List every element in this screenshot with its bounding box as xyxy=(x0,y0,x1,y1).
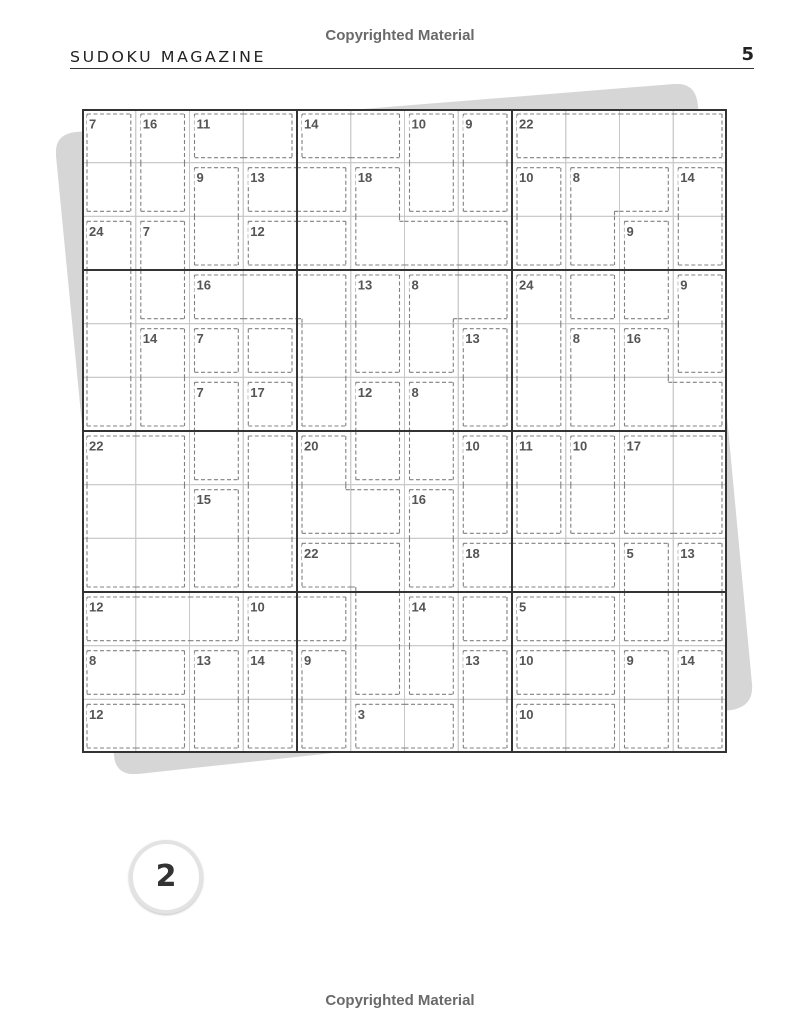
cage-sum-label: 9 xyxy=(626,653,634,669)
cage-sum-label: 16 xyxy=(626,331,641,347)
magazine-title: SUDOKU MAGAZINE xyxy=(70,48,267,66)
page-number: 5 xyxy=(741,44,754,65)
cage-sum-label: 8 xyxy=(411,384,419,400)
cage-sum-label: 14 xyxy=(680,653,695,669)
killer-sudoku-grid xyxy=(82,109,727,753)
cage-sum-label: 15 xyxy=(196,492,211,508)
copyright-notice-bottom: Copyrighted Material xyxy=(325,992,475,1009)
cage-sum-label: 13 xyxy=(680,545,695,561)
cage-sum-label: 14 xyxy=(304,116,319,132)
cage-sum-label: 10 xyxy=(411,116,426,132)
cage-sum-label: 17 xyxy=(626,438,641,454)
cage-sum-label: 3 xyxy=(357,706,365,722)
cage-sum-label: 8 xyxy=(572,331,580,347)
cage-sum-label: 14 xyxy=(411,599,426,615)
puzzle-number-badge xyxy=(129,840,203,914)
copyright-notice-top: Copyrighted Material xyxy=(325,27,475,44)
cage-sum-label: 10 xyxy=(519,706,534,722)
cage-sum-label: 8 xyxy=(89,653,97,669)
cage-sum-label: 8 xyxy=(411,277,419,293)
page-header xyxy=(70,44,754,69)
cage-sum-label: 13 xyxy=(465,331,480,347)
cage-sum-label: 9 xyxy=(196,170,204,186)
cage-sum-label: 10 xyxy=(519,170,534,186)
cage-sum-label: 9 xyxy=(680,277,688,293)
cage-sum-label: 7 xyxy=(196,331,204,347)
cage-sum-label: 5 xyxy=(519,599,527,615)
cage-sum-label: 14 xyxy=(250,653,265,669)
cage-sum-label: 22 xyxy=(519,116,534,132)
cage-sum-label: 22 xyxy=(304,545,319,561)
cage-sum-label: 20 xyxy=(304,438,319,454)
cage-sum-label: 18 xyxy=(465,545,480,561)
cage-sum-label: 13 xyxy=(250,170,265,186)
cage-sum-label: 10 xyxy=(250,599,265,615)
cage-sum-label: 9 xyxy=(465,116,473,132)
cage-sum-label: 17 xyxy=(250,384,265,400)
cage-sum-label: 13 xyxy=(196,653,211,669)
cage-sum-label: 12 xyxy=(89,599,104,615)
cage-sum-label: 12 xyxy=(250,223,265,239)
cage-sum-label: 9 xyxy=(626,223,634,239)
cage-sum-label: 22 xyxy=(89,438,104,454)
cage-sum-label: 12 xyxy=(357,384,373,400)
cage-sum-label: 16 xyxy=(196,277,211,293)
cage-sum-label: 13 xyxy=(357,277,373,293)
cage-sum-label: 11 xyxy=(196,116,211,132)
cage-sum-label: 16 xyxy=(142,116,158,132)
cage-sum-label: 16 xyxy=(411,492,426,508)
cage-sum-label: 18 xyxy=(357,170,373,186)
cage-sum-label: 7 xyxy=(196,384,204,400)
cage-sum-label: 5 xyxy=(626,545,634,561)
cage-sum-label: 11 xyxy=(519,438,533,454)
cage-sum-label: 10 xyxy=(519,653,534,669)
cage-sum-label: 7 xyxy=(89,116,97,132)
cage-sum-label: 24 xyxy=(519,277,534,293)
cage-sum-label: 14 xyxy=(680,170,695,186)
cage-sum-label: 8 xyxy=(572,170,580,186)
cage-sum-label: 24 xyxy=(89,223,104,239)
cage-sum-label: 14 xyxy=(142,331,158,347)
cage-sum-label: 10 xyxy=(465,438,480,454)
puzzle-number: 2 xyxy=(133,844,199,910)
puzzle-board xyxy=(82,109,727,753)
cage-sum-label: 10 xyxy=(572,438,588,454)
cage-sum-label: 7 xyxy=(142,223,150,239)
cage-sum-label: 9 xyxy=(304,653,312,669)
cage-sum-label: 13 xyxy=(465,653,480,669)
cage-sum-label: 12 xyxy=(89,706,104,722)
